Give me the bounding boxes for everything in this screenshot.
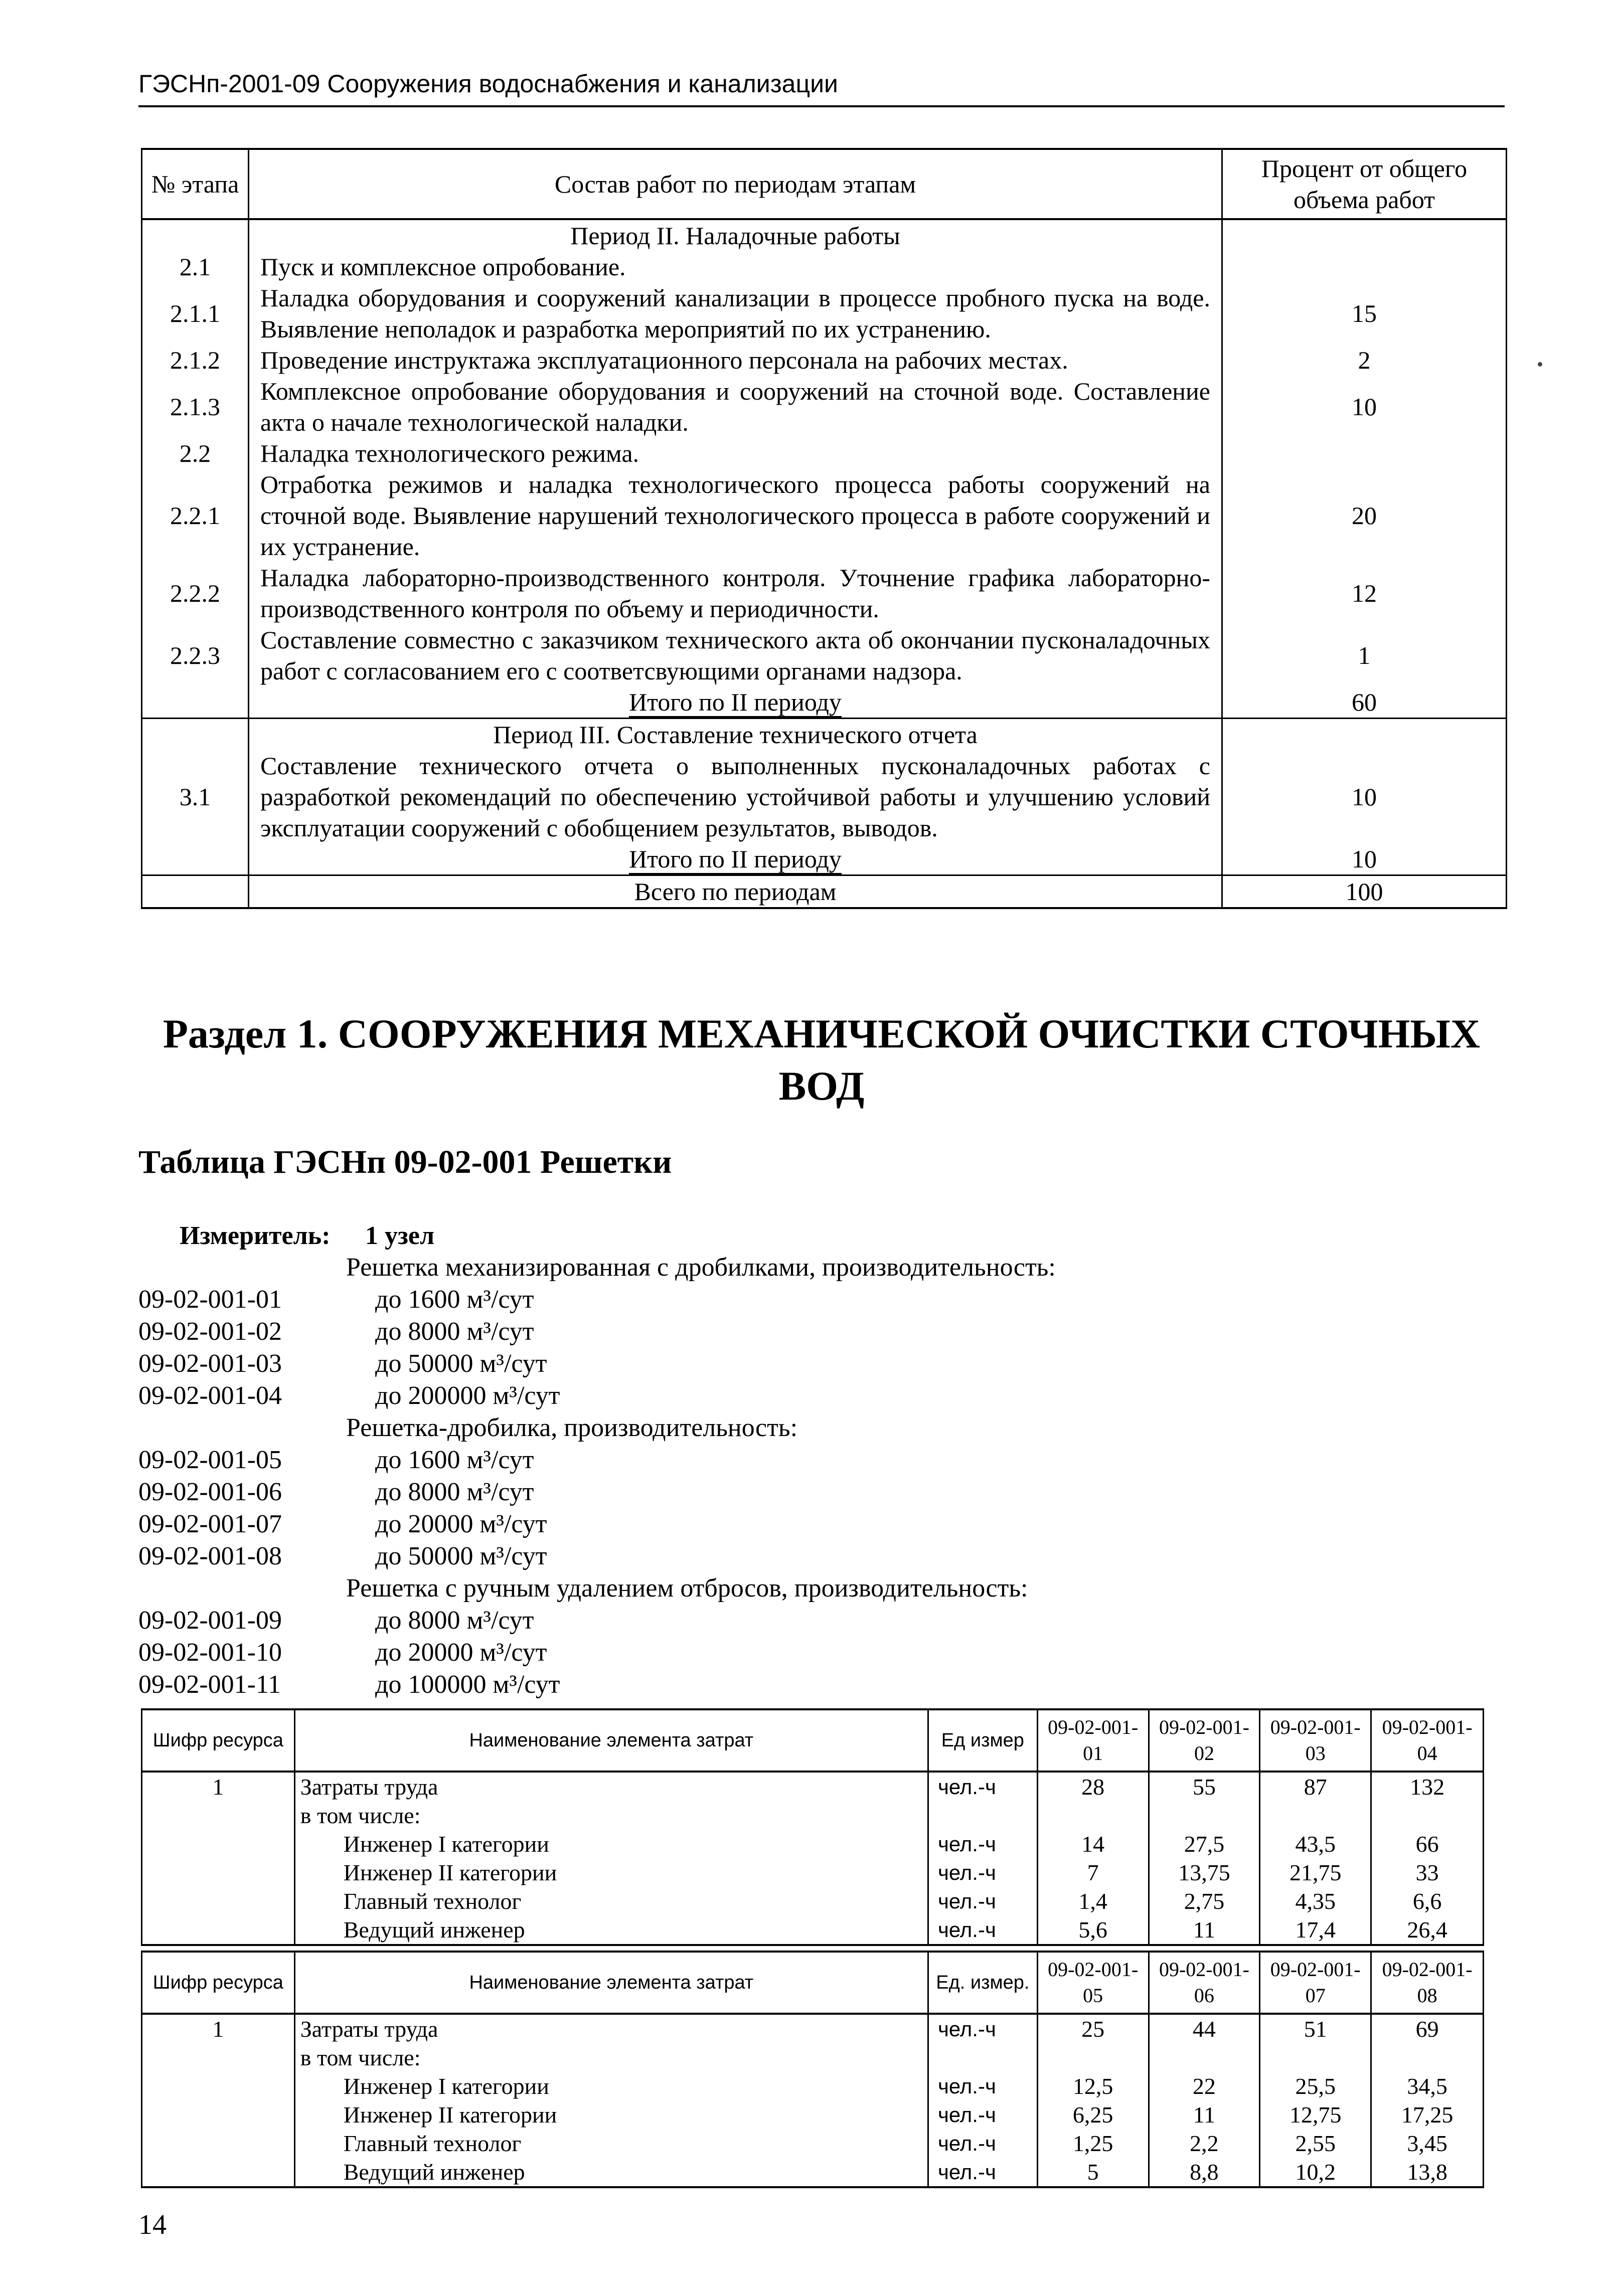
item-code: 09-02-001-09 [138,1606,282,1635]
item-code: 09-02-001-01 [138,1285,282,1314]
cost-element: Инженер I категории [294,1830,928,1858]
subtotal-percent: 10 [1222,843,1507,875]
value: 66 [1371,1830,1484,1858]
period-title-row [142,219,1507,251]
period-title-row [142,719,1507,751]
col-cost-element: Наименование элемента затрат [294,1952,928,2014]
unit: чел.-ч [928,1915,1037,1945]
item-code: 09-02-001-10 [138,1638,282,1667]
item-description: до 200000 м³/сут [375,1381,560,1410]
cost-element: в том числе: [294,2043,928,2072]
group-title: Решетка с ручным удалением отбросов, производительность: [346,1574,1028,1603]
unit: чел.-ч [928,1858,1037,1887]
group-title: Решетка-дробилка, производительность: [346,1414,798,1442]
resource-table-2 [141,1951,1484,2188]
subtotal-label [249,843,1222,875]
page-number: 14 [138,2209,167,2240]
value: 12,75 [1260,2100,1371,2129]
stage-number: 2.1 [142,251,249,282]
unit: чел.-ч [928,2072,1037,2100]
col-code-02: 09-02-001-02 [1149,1709,1260,1772]
grand-total-label: Всего по периодам [249,875,1222,909]
value: 33 [1371,1858,1484,1887]
table-row [142,1772,1484,1801]
table-row [142,1858,1484,1887]
unit: чел.-ч [928,2129,1037,2158]
col-unit: Ед. измер. [928,1952,1037,2014]
col-code-04: 09-02-001-04 [1371,1709,1484,1772]
table-row [142,2014,1484,2043]
col-resource-code: Шифр ресурса [142,1952,295,2014]
unit: чел.-ч [928,1830,1037,1858]
value: 3,45 [1371,2129,1484,2158]
resource-table-header [142,1952,1484,2014]
cost-element: Затраты труда [294,2014,928,2043]
cost-element: Ведущий инженер [294,1915,928,1945]
table-row [142,562,1507,624]
cost-element: Ведущий инженер [294,2158,928,2187]
col-code-06: 09-02-001-06 [1149,1952,1260,2014]
resource-table-1 [141,1708,1484,1946]
resource-code: 1 [142,2014,295,2043]
value: 1,25 [1037,2129,1149,2158]
item-description: до 50000 м³/сут [375,1542,547,1570]
value: 6,25 [1037,2100,1149,2129]
item-code: 09-02-001-11 [138,1670,281,1699]
col-cost-element: Наименование элемента затрат [294,1709,928,1772]
col-code-07: 09-02-001-07 [1260,1952,1371,2014]
subtotal-label-text: Итого по II периоду [629,845,842,874]
table-title: Таблица ГЭСНп 09-02-001 Решетки [138,1144,672,1180]
table-row [142,1887,1484,1915]
cost-element: Инженер I категории [294,2072,928,2100]
table-row [142,2100,1484,2129]
value: 51 [1260,2014,1371,2043]
subtotal-row [142,686,1507,719]
value: 13,8 [1371,2158,1484,2187]
value: 12,5 [1037,2072,1149,2100]
table-row [142,750,1507,843]
value: 1,4 [1037,1887,1149,1915]
value: 4,35 [1260,1887,1371,1915]
table-row [142,1915,1484,1945]
item-description: до 20000 м³/сут [375,1638,547,1667]
group-title: Решетка механизированная с дробилками, производительность: [346,1253,1056,1282]
stage-percent: 10 [1222,376,1507,438]
stage-number: 2.2.1 [142,469,249,562]
stage-number: 3.1 [142,750,249,843]
grand-total-percent: 100 [1222,875,1507,909]
value: 11 [1149,1915,1260,1945]
table-row [142,2158,1484,2187]
value: 2,55 [1260,2129,1371,2158]
value: 8,8 [1149,2158,1260,2187]
value: 132 [1371,1772,1484,1801]
value: 17,25 [1371,2100,1484,2129]
value: 14 [1037,1830,1149,1858]
col-code-05: 09-02-001-05 [1037,1952,1149,2014]
period-2-title: Период II. Наладочные работы [249,219,1222,251]
item-description: до 50000 м³/сут [375,1349,547,1378]
cost-element: в том числе: [294,1801,928,1830]
item-description: до 8000 м³/сут [375,1317,534,1346]
stage-text: Наладка лабораторно-производственного контроля. Уточнение графика лабораторно-производственного контроля по объему и периодичности. [249,562,1222,624]
stage-text: Наладка технологического режима. [249,438,1222,469]
subtotal-label-text: Итого по II периоду [629,688,842,718]
grand-total-row [142,875,1507,909]
resource-table-header [142,1709,1484,1772]
col-code-08: 09-02-001-08 [1371,1952,1484,2014]
period-3-title: Период III. Составление технического отчета [249,719,1222,751]
table-row [142,624,1507,686]
subtotal-label [249,686,1222,719]
value: 43,5 [1260,1830,1371,1858]
col-unit: Ед измер [928,1709,1037,1772]
item-code: 09-02-001-03 [138,1349,282,1378]
item-code: 09-02-001-07 [138,1510,282,1538]
item-code: 09-02-001-08 [138,1542,282,1570]
cost-element: Инженер II категории [294,1858,928,1887]
stage-number: 2.1.1 [142,282,249,344]
unit: чел.-ч [928,1772,1037,1801]
value: 5 [1037,2158,1149,2187]
value: 26,4 [1371,1915,1484,1945]
stage-text: Составление совместно с заказчиком технического акта об окончании пусконаладочных работ с согласованием его с соответсвующими органами надзора. [249,624,1222,686]
unit: чел.-ч [928,2158,1037,2187]
stage-percent: 12 [1222,562,1507,624]
stage-table [141,148,1507,909]
stage-percent: 20 [1222,469,1507,562]
col-stage-number: № этапа [142,149,249,219]
table-row [142,469,1507,562]
value: 44 [1149,2014,1260,2043]
cost-element: Затраты труда [294,1772,928,1801]
table-row [142,2129,1484,2158]
value: 87 [1260,1772,1371,1801]
stage-number: 2.2.2 [142,562,249,624]
cost-element: Инженер II категории [294,2100,928,2129]
col-work-composition: Состав работ по периодам этапам [249,149,1222,219]
table-row [142,2043,1484,2072]
stage-number: 2.2 [142,438,249,469]
value: 6,6 [1371,1887,1484,1915]
value: 55 [1149,1772,1260,1801]
unit: чел.-ч [928,2014,1037,2043]
value: 2,75 [1149,1887,1260,1915]
table-row [142,438,1507,469]
col-code-03: 09-02-001-03 [1260,1709,1371,1772]
item-code: 09-02-001-06 [138,1478,282,1506]
stage-number: 2.1.2 [142,344,249,376]
section-heading: Раздел 1. СООРУЖЕНИЯ МЕХАНИЧЕСКОЙ ОЧИСТКИ СТОЧНЫХ ВОД [163,1011,1481,1109]
item-description: до 100000 м³/сут [375,1670,560,1699]
measure-value: 1 узел [365,1221,435,1250]
table-row [142,282,1507,344]
table-row [142,2072,1484,2100]
value: 22 [1149,2072,1260,2100]
stage-text: Отработка режимов и наладка технологического процесса работы сооружений на сточной воде. Выявление нарушений технологического процесса в работе сооружений и их устранение. [249,469,1222,562]
stage-percent: 2 [1222,344,1507,376]
item-description: до 1600 м³/сут [375,1285,534,1314]
stage-percent: 1 [1222,624,1507,686]
cost-element: Главный технолог [294,2129,928,2158]
value: 7 [1037,1858,1149,1887]
stage-table-header [142,149,1507,219]
stage-text: Комплексное опробование оборудования и сооружений на сточной воде. Составление акта о начале технологической наладки. [249,376,1222,438]
stage-text: Проведение инструктажа эксплуатационного персонала на рабочих местах. [249,344,1222,376]
stage-number: 2.2.3 [142,624,249,686]
measure-label: Измеритель: [180,1221,331,1250]
value: 21,75 [1260,1858,1371,1887]
running-header: ГЭСНп-2001-09 Сооружения водоснабжения и канализации [138,70,838,98]
item-description: до 8000 м³/сут [375,1606,534,1635]
item-code: 09-02-001-05 [138,1446,282,1474]
col-code-01: 09-02-001-01 [1037,1709,1149,1772]
item-code: 09-02-001-02 [138,1317,282,1346]
unit: чел.-ч [928,1887,1037,1915]
table-row [142,1801,1484,1830]
subtotal-percent: 60 [1222,686,1507,719]
value: 11 [1149,2100,1260,2129]
col-percent: Процент от общего объема работ [1222,149,1507,219]
unit: чел.-ч [928,2100,1037,2129]
value: 69 [1371,2014,1484,2043]
header-rule [138,105,1505,107]
resource-code: 1 [142,1772,295,1801]
col-resource-code: Шифр ресурса [142,1709,295,1772]
item-description: до 1600 м³/сут [375,1446,534,1474]
table-row [142,1830,1484,1858]
stage-percent: 10 [1222,750,1507,843]
value: 17,4 [1260,1915,1371,1945]
table-row [142,376,1507,438]
value: 25 [1037,2014,1149,2043]
value: 5,6 [1037,1915,1149,1945]
stage-text: Пуск и комплексное опробование. [249,251,1222,282]
value: 34,5 [1371,2072,1484,2100]
stage-text: Составление технического отчета о выполненных пусконаладочных работах с разработкой рекомендаций по обеспечению устойчивой работы и улучшению условий эксплуатации сооружений с обобщением результатов, выводов. [249,750,1222,843]
item-description: до 20000 м³/сут [375,1510,547,1538]
subtotal-row [142,843,1507,875]
stage-text: Наладка оборудования и сооружений канализации в процессе пробного пуска на воде. Выявление неполадок и разработка мероприятий по их устранению. [249,282,1222,344]
value: 28 [1037,1772,1149,1801]
item-description: до 8000 м³/сут [375,1478,534,1506]
scan-speck [1538,362,1542,367]
value: 10,2 [1260,2158,1371,2187]
stage-number: 2.1.3 [142,376,249,438]
value: 25,5 [1260,2072,1371,2100]
value: 2,2 [1149,2129,1260,2158]
stage-percent: 15 [1222,282,1507,344]
value: 27,5 [1149,1830,1260,1858]
cost-element: Главный технолог [294,1887,928,1915]
table-row [142,251,1507,282]
value: 13,75 [1149,1858,1260,1887]
item-code: 09-02-001-04 [138,1381,282,1410]
table-row [142,344,1507,376]
